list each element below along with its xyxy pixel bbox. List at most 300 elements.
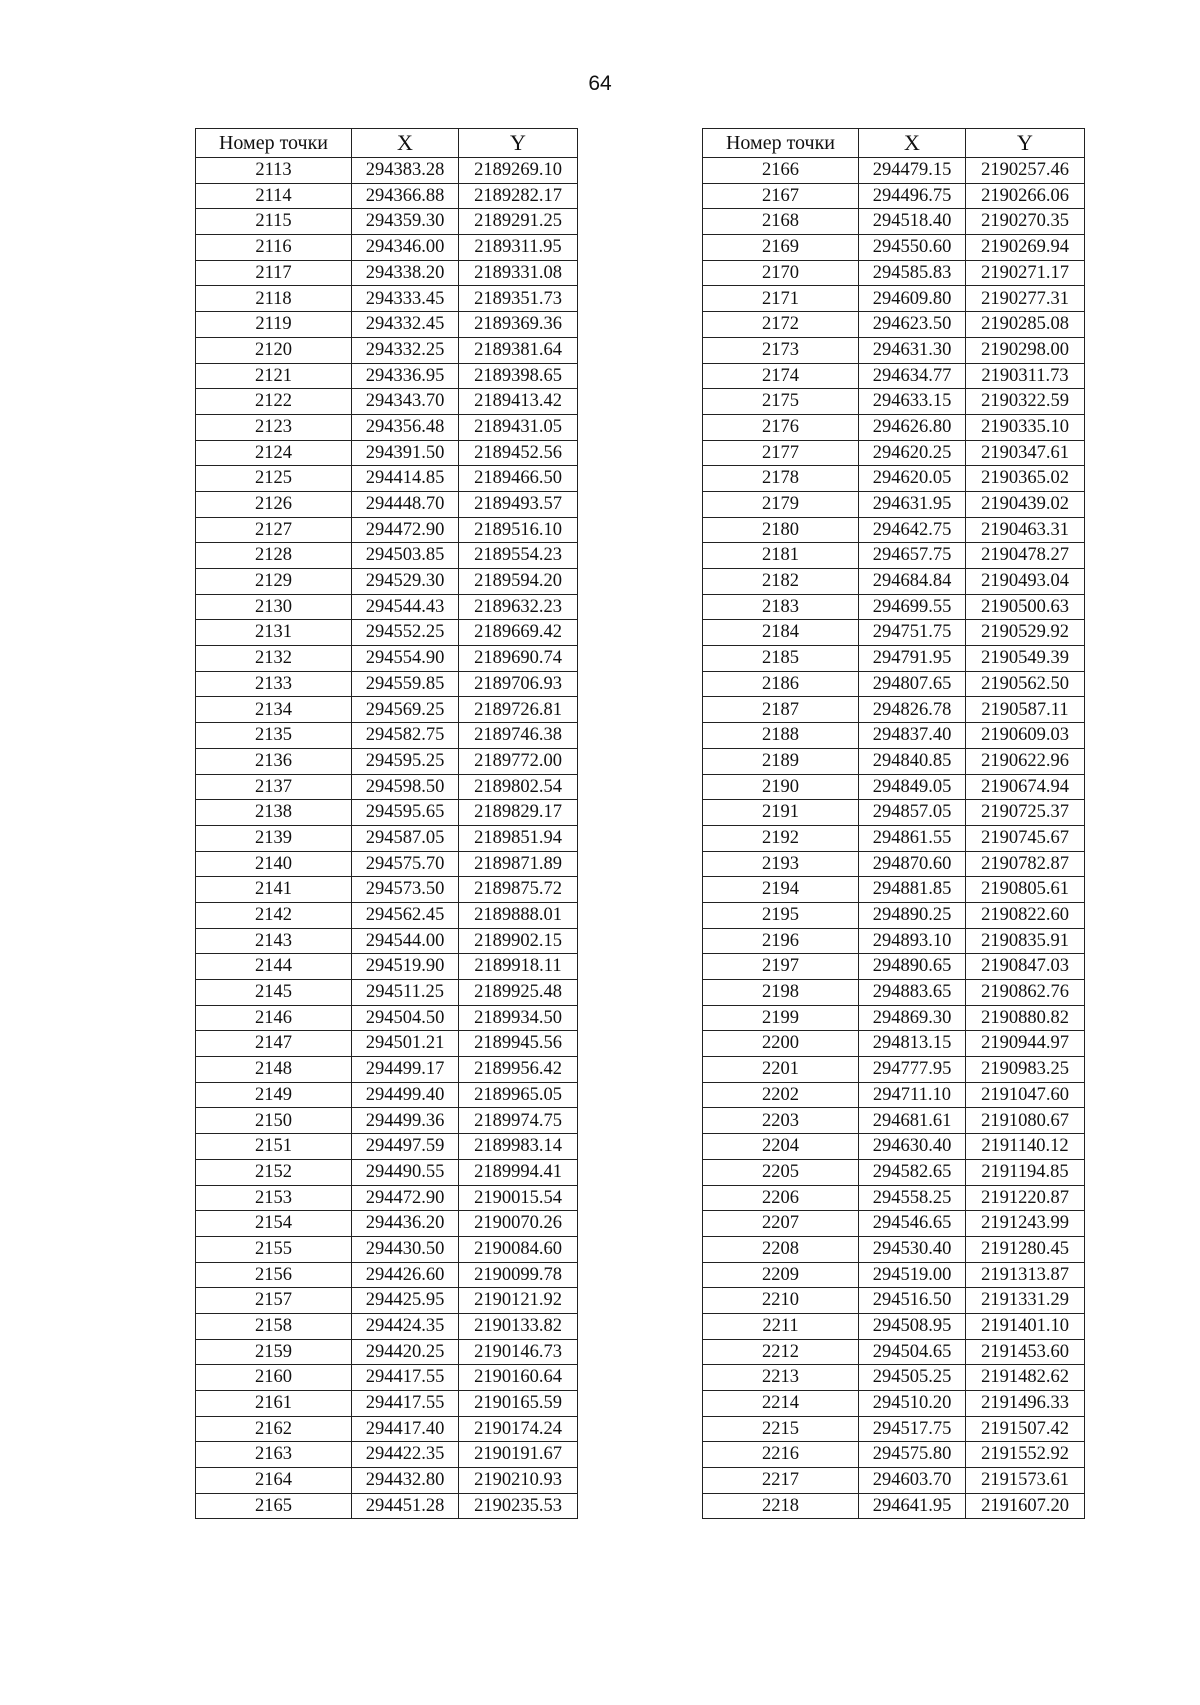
table-row <box>703 1262 1085 1288</box>
point-number-cell: 2195 <box>703 902 859 928</box>
x-coordinate-cell: 294641.95 <box>859 1493 966 1519</box>
x-coordinate-cell: 294881.85 <box>859 877 966 903</box>
point-number-cell: 2118 <box>196 286 352 312</box>
x-coordinate-cell: 294791.95 <box>859 646 966 672</box>
x-coordinate-cell: 294432.80 <box>352 1468 459 1494</box>
x-coordinate-cell: 294426.60 <box>352 1262 459 1288</box>
table-row <box>196 594 578 620</box>
y-coordinate-cell: 2191573.61 <box>966 1468 1085 1494</box>
x-coordinate-cell: 294711.10 <box>859 1082 966 1108</box>
point-number-cell: 2212 <box>703 1339 859 1365</box>
table-row <box>196 414 578 440</box>
table-row <box>703 1442 1085 1468</box>
point-number-cell: 2115 <box>196 209 352 235</box>
point-number-cell: 2207 <box>703 1211 859 1237</box>
point-number-cell: 2124 <box>196 440 352 466</box>
table-row <box>196 800 578 826</box>
point-number-cell: 2186 <box>703 671 859 697</box>
table-row <box>703 414 1085 440</box>
table-row <box>703 1339 1085 1365</box>
point-number-cell: 2213 <box>703 1365 859 1391</box>
coordinates-table-left <box>195 128 578 1519</box>
x-coordinate-cell: 294391.50 <box>352 440 459 466</box>
table-row <box>703 337 1085 363</box>
table-row <box>703 543 1085 569</box>
y-coordinate-cell: 2189351.73 <box>459 286 578 312</box>
table-row <box>196 260 578 286</box>
y-coordinate-cell: 2189772.00 <box>459 748 578 774</box>
y-coordinate-cell: 2191080.67 <box>966 1108 1085 1134</box>
x-coordinate-cell: 294837.40 <box>859 723 966 749</box>
table-row <box>196 1082 578 1108</box>
point-number-cell: 2180 <box>703 517 859 543</box>
point-number-cell: 2184 <box>703 620 859 646</box>
point-number-cell: 2166 <box>703 158 859 184</box>
table-row <box>703 1031 1085 1057</box>
x-coordinate-cell: 294451.28 <box>352 1493 459 1519</box>
y-coordinate-cell: 2190285.08 <box>966 312 1085 338</box>
table-row <box>703 594 1085 620</box>
y-coordinate-cell: 2190805.61 <box>966 877 1085 903</box>
y-coordinate-cell: 2189452.56 <box>459 440 578 466</box>
x-coordinate-cell: 294518.40 <box>859 209 966 235</box>
y-coordinate-cell: 2191047.60 <box>966 1082 1085 1108</box>
y-coordinate-cell: 2190298.00 <box>966 337 1085 363</box>
x-coordinate-cell: 294338.20 <box>352 260 459 286</box>
table-row <box>703 183 1085 209</box>
point-number-cell: 2126 <box>196 491 352 517</box>
point-number-cell: 2125 <box>196 466 352 492</box>
point-number-cell: 2191 <box>703 800 859 826</box>
x-coordinate-cell: 294598.50 <box>352 774 459 800</box>
y-coordinate-cell: 2190347.61 <box>966 440 1085 466</box>
x-coordinate-cell: 294544.00 <box>352 928 459 954</box>
point-number-cell: 2121 <box>196 363 352 389</box>
x-coordinate-cell: 294558.25 <box>859 1185 966 1211</box>
table-row <box>703 774 1085 800</box>
header-x: X <box>859 129 966 158</box>
point-number-cell: 2200 <box>703 1031 859 1057</box>
x-coordinate-cell: 294575.80 <box>859 1442 966 1468</box>
table-row <box>196 877 578 903</box>
y-coordinate-cell: 2190478.27 <box>966 543 1085 569</box>
table-row <box>196 491 578 517</box>
y-coordinate-cell: 2189746.38 <box>459 723 578 749</box>
x-coordinate-cell: 294472.90 <box>352 517 459 543</box>
x-coordinate-cell: 294554.90 <box>352 646 459 672</box>
table-row <box>196 466 578 492</box>
header-point-number: Номер точки <box>196 129 352 158</box>
point-number-cell: 2137 <box>196 774 352 800</box>
x-coordinate-cell: 294582.65 <box>859 1159 966 1185</box>
point-number-cell: 2165 <box>196 1493 352 1519</box>
header-point-number: Номер точки <box>703 129 859 158</box>
y-coordinate-cell: 2190822.60 <box>966 902 1085 928</box>
point-number-cell: 2181 <box>703 543 859 569</box>
x-coordinate-cell: 294417.40 <box>352 1416 459 1442</box>
y-coordinate-cell: 2190745.67 <box>966 825 1085 851</box>
table-row <box>196 902 578 928</box>
table-row <box>703 1082 1085 1108</box>
table-row <box>196 723 578 749</box>
x-coordinate-cell: 294448.70 <box>352 491 459 517</box>
y-coordinate-cell: 2190562.50 <box>966 671 1085 697</box>
table-row <box>703 646 1085 672</box>
x-coordinate-cell: 294346.00 <box>352 235 459 261</box>
y-coordinate-cell: 2191313.87 <box>966 1262 1085 1288</box>
x-coordinate-cell: 294630.40 <box>859 1134 966 1160</box>
table-row <box>196 1391 578 1417</box>
y-coordinate-cell: 2190847.03 <box>966 954 1085 980</box>
y-coordinate-cell: 2191194.85 <box>966 1159 1085 1185</box>
y-coordinate-cell: 2190835.91 <box>966 928 1085 954</box>
point-number-cell: 2174 <box>703 363 859 389</box>
table-row <box>196 235 578 261</box>
x-coordinate-cell: 294430.50 <box>352 1236 459 1262</box>
x-coordinate-cell: 294436.20 <box>352 1211 459 1237</box>
y-coordinate-cell: 2190944.97 <box>966 1031 1085 1057</box>
y-coordinate-cell: 2190500.63 <box>966 594 1085 620</box>
point-number-cell: 2217 <box>703 1468 859 1494</box>
x-coordinate-cell: 294870.60 <box>859 851 966 877</box>
y-coordinate-cell: 2190609.03 <box>966 723 1085 749</box>
point-number-cell: 2160 <box>196 1365 352 1391</box>
table-row <box>703 1185 1085 1211</box>
y-coordinate-cell: 2189918.11 <box>459 954 578 980</box>
point-number-cell: 2197 <box>703 954 859 980</box>
table-row <box>703 671 1085 697</box>
point-number-cell: 2198 <box>703 980 859 1006</box>
x-coordinate-cell: 294582.75 <box>352 723 459 749</box>
point-number-cell: 2152 <box>196 1159 352 1185</box>
y-coordinate-cell: 2190257.46 <box>966 158 1085 184</box>
point-number-cell: 2128 <box>196 543 352 569</box>
y-coordinate-cell: 2189706.93 <box>459 671 578 697</box>
table-row <box>196 646 578 672</box>
y-coordinate-cell: 2190493.04 <box>966 569 1085 595</box>
y-coordinate-cell: 2189431.05 <box>459 414 578 440</box>
y-coordinate-cell: 2190782.87 <box>966 851 1085 877</box>
point-number-cell: 2157 <box>196 1288 352 1314</box>
x-coordinate-cell: 294414.85 <box>352 466 459 492</box>
y-coordinate-cell: 2189381.64 <box>459 337 578 363</box>
table-row <box>196 569 578 595</box>
y-coordinate-cell: 2191140.12 <box>966 1134 1085 1160</box>
point-number-cell: 2154 <box>196 1211 352 1237</box>
x-coordinate-cell: 294503.85 <box>352 543 459 569</box>
table-row <box>196 851 578 877</box>
table-row <box>703 517 1085 543</box>
x-coordinate-cell: 294356.48 <box>352 414 459 440</box>
point-number-cell: 2170 <box>703 260 859 286</box>
point-number-cell: 2206 <box>703 1185 859 1211</box>
table-row <box>703 1057 1085 1083</box>
table-row <box>196 1005 578 1031</box>
point-number-cell: 2151 <box>196 1134 352 1160</box>
y-coordinate-cell: 2190725.37 <box>966 800 1085 826</box>
table-header-row <box>196 129 578 158</box>
table-row <box>703 825 1085 851</box>
x-coordinate-cell: 294383.28 <box>352 158 459 184</box>
x-coordinate-cell: 294417.55 <box>352 1365 459 1391</box>
x-coordinate-cell: 294631.30 <box>859 337 966 363</box>
point-number-cell: 2199 <box>703 1005 859 1031</box>
table-row <box>196 158 578 184</box>
x-coordinate-cell: 294890.65 <box>859 954 966 980</box>
x-coordinate-cell: 294529.30 <box>352 569 459 595</box>
x-coordinate-cell: 294417.55 <box>352 1391 459 1417</box>
y-coordinate-cell: 2190587.11 <box>966 697 1085 723</box>
x-coordinate-cell: 294562.45 <box>352 902 459 928</box>
x-coordinate-cell: 294861.55 <box>859 825 966 851</box>
y-coordinate-cell: 2190365.02 <box>966 466 1085 492</box>
point-number-cell: 2130 <box>196 594 352 620</box>
x-coordinate-cell: 294620.25 <box>859 440 966 466</box>
x-coordinate-cell: 294585.83 <box>859 260 966 286</box>
x-coordinate-cell: 294893.10 <box>859 928 966 954</box>
y-coordinate-cell: 2190335.10 <box>966 414 1085 440</box>
point-number-cell: 2201 <box>703 1057 859 1083</box>
table-row <box>196 980 578 1006</box>
point-number-cell: 2171 <box>703 286 859 312</box>
y-coordinate-cell: 2190266.06 <box>966 183 1085 209</box>
table-row <box>196 620 578 646</box>
point-number-cell: 2190 <box>703 774 859 800</box>
y-coordinate-cell: 2190165.59 <box>459 1391 578 1417</box>
table-row <box>703 1313 1085 1339</box>
point-number-cell: 2113 <box>196 158 352 184</box>
y-coordinate-cell: 2189398.65 <box>459 363 578 389</box>
y-coordinate-cell: 2189829.17 <box>459 800 578 826</box>
table-row <box>703 1134 1085 1160</box>
table-row <box>703 1468 1085 1494</box>
point-number-cell: 2155 <box>196 1236 352 1262</box>
y-coordinate-cell: 2189493.57 <box>459 491 578 517</box>
point-number-cell: 2193 <box>703 851 859 877</box>
x-coordinate-cell: 294631.95 <box>859 491 966 517</box>
point-number-cell: 2218 <box>703 1493 859 1519</box>
table-row <box>196 954 578 980</box>
table-row <box>196 697 578 723</box>
x-coordinate-cell: 294510.20 <box>859 1391 966 1417</box>
table-row <box>196 774 578 800</box>
point-number-cell: 2173 <box>703 337 859 363</box>
y-coordinate-cell: 2189925.48 <box>459 980 578 1006</box>
table-row <box>703 235 1085 261</box>
x-coordinate-cell: 294496.75 <box>859 183 966 209</box>
y-coordinate-cell: 2190271.17 <box>966 260 1085 286</box>
table-row <box>196 1185 578 1211</box>
point-number-cell: 2208 <box>703 1236 859 1262</box>
y-coordinate-cell: 2189516.10 <box>459 517 578 543</box>
point-number-cell: 2129 <box>196 569 352 595</box>
point-number-cell: 2147 <box>196 1031 352 1057</box>
x-coordinate-cell: 294573.50 <box>352 877 459 903</box>
x-coordinate-cell: 294559.85 <box>352 671 459 697</box>
point-number-cell: 2123 <box>196 414 352 440</box>
y-coordinate-cell: 2189994.41 <box>459 1159 578 1185</box>
table-row <box>703 1108 1085 1134</box>
table-row <box>196 286 578 312</box>
x-coordinate-cell: 294366.88 <box>352 183 459 209</box>
x-coordinate-cell: 294849.05 <box>859 774 966 800</box>
table-row <box>196 183 578 209</box>
x-coordinate-cell: 294530.40 <box>859 1236 966 1262</box>
point-number-cell: 2203 <box>703 1108 859 1134</box>
x-coordinate-cell: 294505.25 <box>859 1365 966 1391</box>
y-coordinate-cell: 2190439.02 <box>966 491 1085 517</box>
x-coordinate-cell: 294511.25 <box>352 980 459 1006</box>
point-number-cell: 2141 <box>196 877 352 903</box>
table-row <box>196 1288 578 1314</box>
table-row <box>703 389 1085 415</box>
point-number-cell: 2178 <box>703 466 859 492</box>
table-row <box>703 1211 1085 1237</box>
point-number-cell: 2146 <box>196 1005 352 1031</box>
table-row <box>703 1416 1085 1442</box>
x-coordinate-cell: 294479.15 <box>859 158 966 184</box>
x-coordinate-cell: 294869.30 <box>859 1005 966 1031</box>
table-row <box>196 671 578 697</box>
point-number-cell: 2159 <box>196 1339 352 1365</box>
table-row <box>196 1313 578 1339</box>
y-coordinate-cell: 2189871.89 <box>459 851 578 877</box>
point-number-cell: 2188 <box>703 723 859 749</box>
x-coordinate-cell: 294751.75 <box>859 620 966 646</box>
x-coordinate-cell: 294422.35 <box>352 1442 459 1468</box>
header-y: Y <box>966 129 1085 158</box>
header-x: X <box>352 129 459 158</box>
point-number-cell: 2162 <box>196 1416 352 1442</box>
point-number-cell: 2177 <box>703 440 859 466</box>
table-row <box>196 1031 578 1057</box>
y-coordinate-cell: 2190622.96 <box>966 748 1085 774</box>
table-row <box>703 158 1085 184</box>
y-coordinate-cell: 2189269.10 <box>459 158 578 184</box>
y-coordinate-cell: 2190463.31 <box>966 517 1085 543</box>
x-coordinate-cell: 294420.25 <box>352 1339 459 1365</box>
point-number-cell: 2145 <box>196 980 352 1006</box>
table-row <box>703 1288 1085 1314</box>
table-row <box>703 748 1085 774</box>
point-number-cell: 2175 <box>703 389 859 415</box>
point-number-cell: 2136 <box>196 748 352 774</box>
y-coordinate-cell: 2189282.17 <box>459 183 578 209</box>
x-coordinate-cell: 294552.25 <box>352 620 459 646</box>
table-row <box>703 1493 1085 1519</box>
y-coordinate-cell: 2189902.15 <box>459 928 578 954</box>
y-coordinate-cell: 2189956.42 <box>459 1057 578 1083</box>
table-row <box>703 1159 1085 1185</box>
y-coordinate-cell: 2190160.64 <box>459 1365 578 1391</box>
point-number-cell: 2172 <box>703 312 859 338</box>
table-row <box>703 800 1085 826</box>
table-row <box>703 1005 1085 1031</box>
table-row <box>703 363 1085 389</box>
x-coordinate-cell: 294501.21 <box>352 1031 459 1057</box>
point-number-cell: 2183 <box>703 594 859 620</box>
y-coordinate-cell: 2190133.82 <box>459 1313 578 1339</box>
y-coordinate-cell: 2190191.67 <box>459 1442 578 1468</box>
y-coordinate-cell: 2191507.42 <box>966 1416 1085 1442</box>
y-coordinate-cell: 2190983.25 <box>966 1057 1085 1083</box>
table-row <box>196 1442 578 1468</box>
table-row <box>703 1391 1085 1417</box>
table-row <box>196 1159 578 1185</box>
y-coordinate-cell: 2190121.92 <box>459 1288 578 1314</box>
point-number-cell: 2194 <box>703 877 859 903</box>
point-number-cell: 2138 <box>196 800 352 826</box>
x-coordinate-cell: 294519.90 <box>352 954 459 980</box>
point-number-cell: 2189 <box>703 748 859 774</box>
x-coordinate-cell: 294569.25 <box>352 697 459 723</box>
point-number-cell: 2148 <box>196 1057 352 1083</box>
table-row <box>703 980 1085 1006</box>
point-number-cell: 2167 <box>703 183 859 209</box>
table-row <box>196 1211 578 1237</box>
x-coordinate-cell: 294332.45 <box>352 312 459 338</box>
point-number-cell: 2176 <box>703 414 859 440</box>
x-coordinate-cell: 294336.95 <box>352 363 459 389</box>
coordinates-table-right <box>702 128 1085 1519</box>
y-coordinate-cell: 2191401.10 <box>966 1313 1085 1339</box>
x-coordinate-cell: 294642.75 <box>859 517 966 543</box>
y-coordinate-cell: 2189802.54 <box>459 774 578 800</box>
y-coordinate-cell: 2190674.94 <box>966 774 1085 800</box>
x-coordinate-cell: 294634.77 <box>859 363 966 389</box>
point-number-cell: 2185 <box>703 646 859 672</box>
y-coordinate-cell: 2190862.76 <box>966 980 1085 1006</box>
x-coordinate-cell: 294623.50 <box>859 312 966 338</box>
y-coordinate-cell: 2189369.36 <box>459 312 578 338</box>
table-row <box>196 312 578 338</box>
table-row <box>703 209 1085 235</box>
point-number-cell: 2134 <box>196 697 352 723</box>
table-row <box>703 312 1085 338</box>
y-coordinate-cell: 2190210.93 <box>459 1468 578 1494</box>
table-row <box>703 877 1085 903</box>
x-coordinate-cell: 294890.25 <box>859 902 966 928</box>
point-number-cell: 2153 <box>196 1185 352 1211</box>
x-coordinate-cell: 294633.15 <box>859 389 966 415</box>
point-number-cell: 2150 <box>196 1108 352 1134</box>
x-coordinate-cell: 294546.65 <box>859 1211 966 1237</box>
y-coordinate-cell: 2191453.60 <box>966 1339 1085 1365</box>
y-coordinate-cell: 2190880.82 <box>966 1005 1085 1031</box>
x-coordinate-cell: 294626.80 <box>859 414 966 440</box>
table-row <box>196 1236 578 1262</box>
point-number-cell: 2116 <box>196 235 352 261</box>
x-coordinate-cell: 294499.17 <box>352 1057 459 1083</box>
y-coordinate-cell: 2189594.20 <box>459 569 578 595</box>
table-row <box>703 928 1085 954</box>
x-coordinate-cell: 294595.25 <box>352 748 459 774</box>
y-coordinate-cell: 2191220.87 <box>966 1185 1085 1211</box>
x-coordinate-cell: 294681.61 <box>859 1108 966 1134</box>
point-number-cell: 2132 <box>196 646 352 672</box>
x-coordinate-cell: 294587.05 <box>352 825 459 851</box>
table-row <box>196 1134 578 1160</box>
table-row <box>703 1365 1085 1391</box>
point-number-cell: 2120 <box>196 337 352 363</box>
x-coordinate-cell: 294490.55 <box>352 1159 459 1185</box>
y-coordinate-cell: 2189291.25 <box>459 209 578 235</box>
header-y: Y <box>459 129 578 158</box>
x-coordinate-cell: 294699.55 <box>859 594 966 620</box>
table-row <box>196 1262 578 1288</box>
y-coordinate-cell: 2190311.73 <box>966 363 1085 389</box>
x-coordinate-cell: 294425.95 <box>352 1288 459 1314</box>
